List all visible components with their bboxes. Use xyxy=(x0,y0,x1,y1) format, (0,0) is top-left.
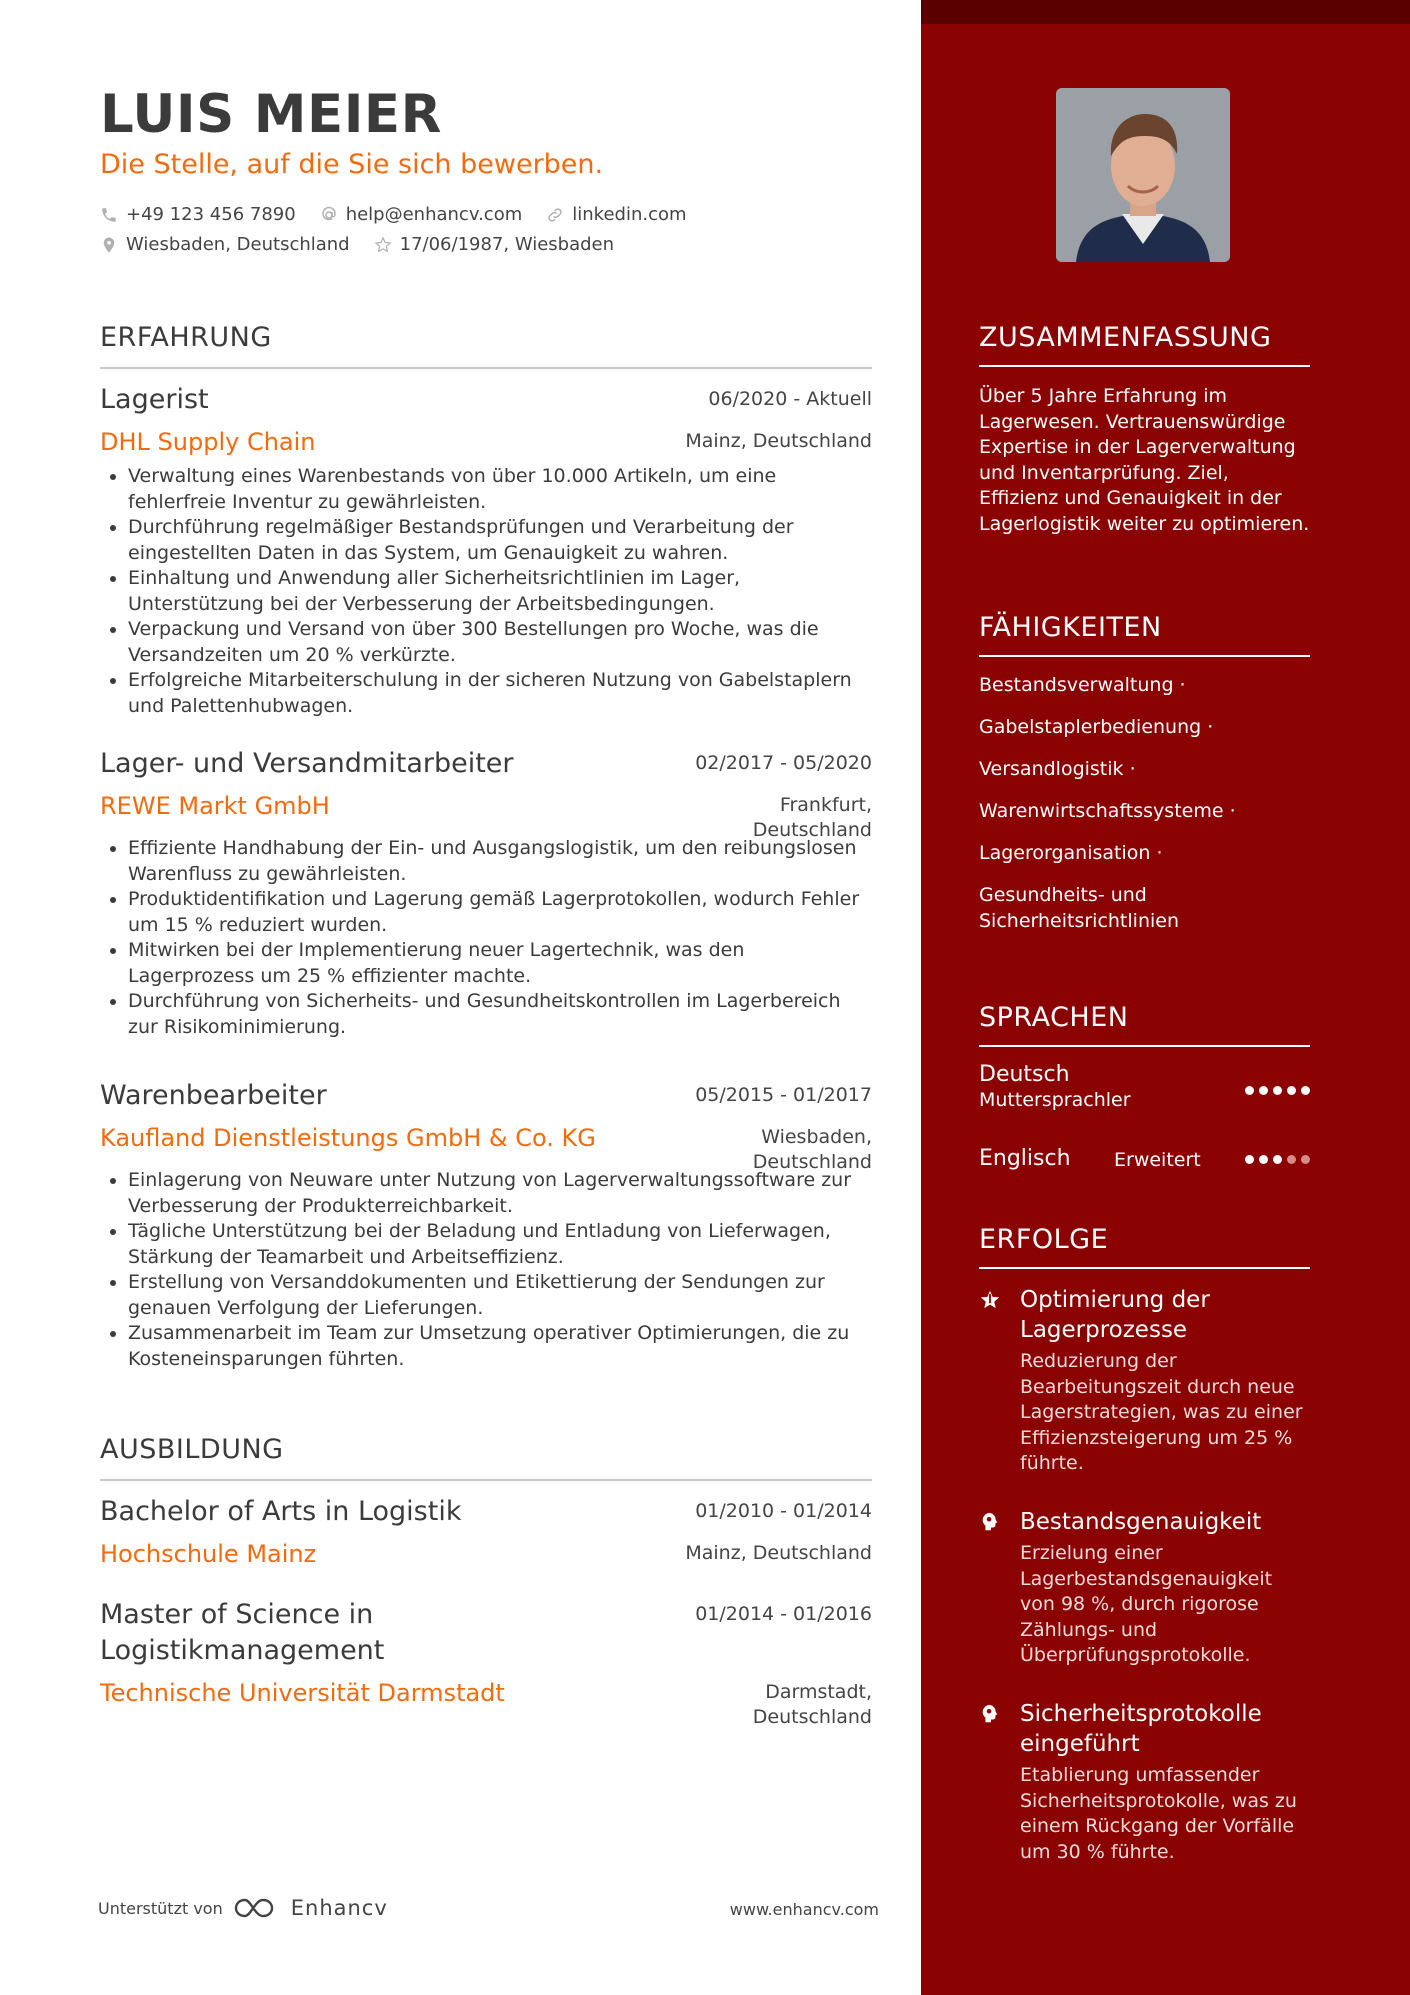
location-contact xyxy=(100,234,350,255)
job-bullets xyxy=(100,1168,872,1372)
brand-name: Enhancv xyxy=(290,1896,388,1920)
language-name: Englisch xyxy=(979,1146,1071,1171)
rating-dot-filled xyxy=(1301,1086,1310,1095)
sidebar-column xyxy=(921,0,1410,1995)
education-dates: 01/2010 - 01/2014 xyxy=(695,1500,872,1522)
job-role: Lagerist xyxy=(100,384,209,415)
job-bullet: • Verwaltung eines Warenbestands von über 10.000 Artikeln, um eine fehlerfreie Inventur zu gewährleisten. xyxy=(128,464,872,515)
footer xyxy=(98,1896,879,1920)
education-section-title: AUSBILDUNG xyxy=(100,1434,872,1481)
brain-icon xyxy=(979,1511,1001,1533)
rating-dot-filled xyxy=(1245,1155,1254,1164)
contact-row-1 xyxy=(100,204,687,225)
degree-line: Master of Science in xyxy=(100,1599,374,1630)
degree-line: Logistikmanagement xyxy=(100,1635,385,1666)
job-location-line: Deutschland xyxy=(752,819,872,841)
star-icon xyxy=(979,1289,1001,1311)
job-location-line: Frankfurt, xyxy=(779,794,872,816)
sidebar-top-bar xyxy=(921,0,1410,24)
star-outline-icon xyxy=(374,236,392,254)
footer-url[interactable]: www.enhancv.com xyxy=(729,1900,879,1919)
rating-dot-empty xyxy=(1301,1155,1310,1164)
profile-photo xyxy=(1056,88,1230,262)
candidate-name: LUIS MEIER xyxy=(100,84,442,145)
skills-list xyxy=(979,673,1310,951)
achievement-item xyxy=(979,1285,1310,1477)
birth-text: 17/06/1987, Wiesbaden xyxy=(399,234,615,255)
rating-dot-filled xyxy=(1273,1086,1282,1095)
email-contact[interactable] xyxy=(320,204,523,225)
phone-contact[interactable] xyxy=(100,204,296,225)
job-location: Mainz, Deutschland xyxy=(685,430,872,452)
school-location xyxy=(753,1680,872,1730)
job-bullet: • Verpackung und Versand von über 300 Bestellungen pro Woche, was die Versandzeiten um 20 % verkürzte. xyxy=(128,617,872,668)
rating-dot-filled xyxy=(1259,1086,1268,1095)
experience-entry xyxy=(100,1078,872,1372)
achievement-description: Etablierung umfassender Sicherheitsprotokolle, was zu einem Rückgang der Vorfälle um 30 % führte. xyxy=(1020,1764,1297,1863)
school-location: Mainz, Deutschland xyxy=(685,1542,872,1564)
rating-dot-filled xyxy=(1259,1155,1268,1164)
degree: Bachelor of Arts in Logistik xyxy=(100,1496,462,1527)
job-company: DHL Supply Chain xyxy=(100,428,316,456)
achievements-section-title: ERFOLGE xyxy=(979,1224,1310,1269)
job-dates: 06/2020 - Aktuell xyxy=(708,388,872,410)
map-pin-icon xyxy=(100,236,118,254)
language-name: Deutsch xyxy=(979,1062,1070,1087)
school-location-line: Darmstadt, xyxy=(765,1681,872,1703)
experience-section-title: ERFAHRUNG xyxy=(100,322,872,369)
job-bullet: • Durchführung regelmäßiger Bestandsprüfungen und Verarbeitung der eingestellten Daten in das System, um Genauigkeit zu wahren. xyxy=(128,515,872,566)
achievement-title: Bestandsgenauigkeit xyxy=(1020,1509,1262,1535)
language-rating xyxy=(1245,1155,1310,1164)
job-bullet: • Erfolgreiche Mitarbeiterschulung in der sicheren Nutzung von Gabelstaplern und Palettenhubwagen. xyxy=(128,668,872,719)
rating-dot-filled xyxy=(1245,1086,1254,1095)
job-bullet: • Zusammenarbeit im Team zur Umsetzung operativer Optimierungen, die zu Kosteneinsparungen führten. xyxy=(128,1321,872,1372)
birth-contact xyxy=(374,234,614,255)
achievement-item xyxy=(979,1507,1310,1669)
powered-by-label: Unterstützt von xyxy=(98,1898,223,1918)
education-entry xyxy=(100,1494,872,1570)
language-level: Muttersprachler xyxy=(979,1089,1131,1111)
rating-dot-empty xyxy=(1287,1155,1296,1164)
education-entry xyxy=(100,1597,872,1728)
enhancv-logo-icon xyxy=(233,1896,281,1920)
skills-section-title: FÄHIGKEITEN xyxy=(979,612,1310,657)
experience-entry xyxy=(100,746,872,1040)
job-bullets xyxy=(100,836,872,1040)
job-dates: 02/2017 - 05/2020 xyxy=(695,752,872,774)
achievement-description: Erzielung einer Lagerbestandsgenauigkeit von 98 %, durch rigorose Zählungs- und Überprüfungsprotokolle. xyxy=(1020,1542,1273,1666)
achievement-title: Sicherheitsprotokolle eingeführt xyxy=(1020,1701,1262,1757)
language-item xyxy=(979,1146,1310,1171)
linkedin-contact[interactable] xyxy=(546,204,686,225)
skill-item: Versandlogistik · xyxy=(979,758,1136,780)
profile-photo-avatar-icon xyxy=(1056,88,1230,262)
job-role: Warenbearbeiter xyxy=(100,1080,327,1111)
job-location-line: Wiesbaden, xyxy=(761,1126,872,1148)
summary-text: Über 5 Jahre Erfahrung im Lagerwesen. Vertrauenswürdige Expertise in der Lagerverwaltung und Inventarprüfung. Ziel, Effizienz und Genauigkeit in der Lagerlogistik weiter zu optimieren. xyxy=(979,385,1310,535)
phone-icon xyxy=(100,206,118,224)
job-bullet: • Mitwirken bei der Implementierung neuer Lagertechnik, was den Lagerprozess um 25 % effizienter machte. xyxy=(128,938,872,989)
achievement-title: Optimierung der Lagerprozesse xyxy=(1020,1287,1210,1343)
experience-entry xyxy=(100,382,872,719)
skill-item: Gesundheits- und Sicherheitsrichtlinien xyxy=(979,884,1179,932)
job-bullet: • Einlagerung von Neuware unter Nutzung von Lagerverwaltungssoftware zur Verbesserung der Produkterreichbarkeit. xyxy=(128,1168,872,1219)
job-location xyxy=(753,1125,872,1175)
school: Technische Universität Darmstadt xyxy=(100,1679,505,1707)
school-location-line: Deutschland xyxy=(752,1706,872,1728)
languages-section-title: SPRACHEN xyxy=(979,1002,1310,1047)
job-company: Kaufland Dienstleistungs GmbH & Co. KG xyxy=(100,1124,596,1152)
linkedin-text: linkedin.com xyxy=(572,204,687,225)
target-job-title: Die Stelle, auf die Sie sich bewerben. xyxy=(100,149,604,180)
contact-row-2 xyxy=(100,234,614,255)
skill-item: Warenwirtschaftssysteme · xyxy=(979,800,1236,822)
job-bullet: • Einhaltung und Anwendung aller Sicherheitsrichtlinien im Lager, Unterstützung bei der Verbesserung der Arbeitsbedingungen. xyxy=(128,566,872,617)
at-icon xyxy=(320,206,338,224)
job-role: Lager- und Versandmitarbeiter xyxy=(100,748,514,779)
job-bullet: • Durchführung von Sicherheits- und Gesundheitskontrollen im Lagerbereich zur Risikominimierung. xyxy=(128,989,872,1040)
education-dates: 01/2014 - 01/2016 xyxy=(695,1603,872,1625)
school: Hochschule Mainz xyxy=(100,1540,317,1568)
language-rating xyxy=(1245,1086,1310,1095)
language-level: Erweitert xyxy=(1114,1149,1201,1171)
achievement-item xyxy=(979,1699,1310,1865)
job-bullet: • Tägliche Unterstützung bei der Beladung und Entladung von Lieferwagen, Stärkung der Teamarbeit und Arbeitseffizienz. xyxy=(128,1219,872,1270)
skill-item: Lagerorganisation · xyxy=(979,842,1163,864)
brain-icon xyxy=(979,1703,1001,1725)
language-item xyxy=(979,1062,1310,1111)
rating-dot-filled xyxy=(1287,1086,1296,1095)
link-icon xyxy=(546,206,564,224)
job-bullets xyxy=(100,464,872,719)
job-dates: 05/2015 - 01/2017 xyxy=(695,1084,872,1106)
job-bullet: • Effiziente Handhabung der Ein- und Ausgangslogistik, um den reibungslosen Warenfluss zu gewährleisten. xyxy=(128,836,872,887)
job-company: REWE Markt GmbH xyxy=(100,792,330,820)
job-bullet: • Produktidentifikation und Lagerung gemäß Lagerprotokollen, wodurch Fehler um 15 % reduziert wurden. xyxy=(128,887,872,938)
job-location-line: Deutschland xyxy=(752,1151,872,1173)
achievement-description: Reduzierung der Bearbeitungszeit durch neue Lagerstrategien, was zu einer Effizienzsteigerung um 25 % führte. xyxy=(1020,1350,1303,1474)
rating-dot-filled xyxy=(1273,1155,1282,1164)
phone-text: +49 123 456 7890 xyxy=(126,204,296,225)
email-text: help@enhancv.com xyxy=(345,204,523,225)
location-text: Wiesbaden, Deutschland xyxy=(126,234,350,255)
job-location xyxy=(753,793,872,843)
skill-item: Bestandsverwaltung · xyxy=(979,674,1186,696)
skill-item: Gabelstaplerbedienung · xyxy=(979,716,1214,738)
summary-section-title: ZUSAMMENFASSUNG xyxy=(979,322,1310,367)
job-bullet: • Erstellung von Versanddokumenten und Etikettierung der Sendungen zur genauen Verfolgung der Lieferungen. xyxy=(128,1270,872,1321)
